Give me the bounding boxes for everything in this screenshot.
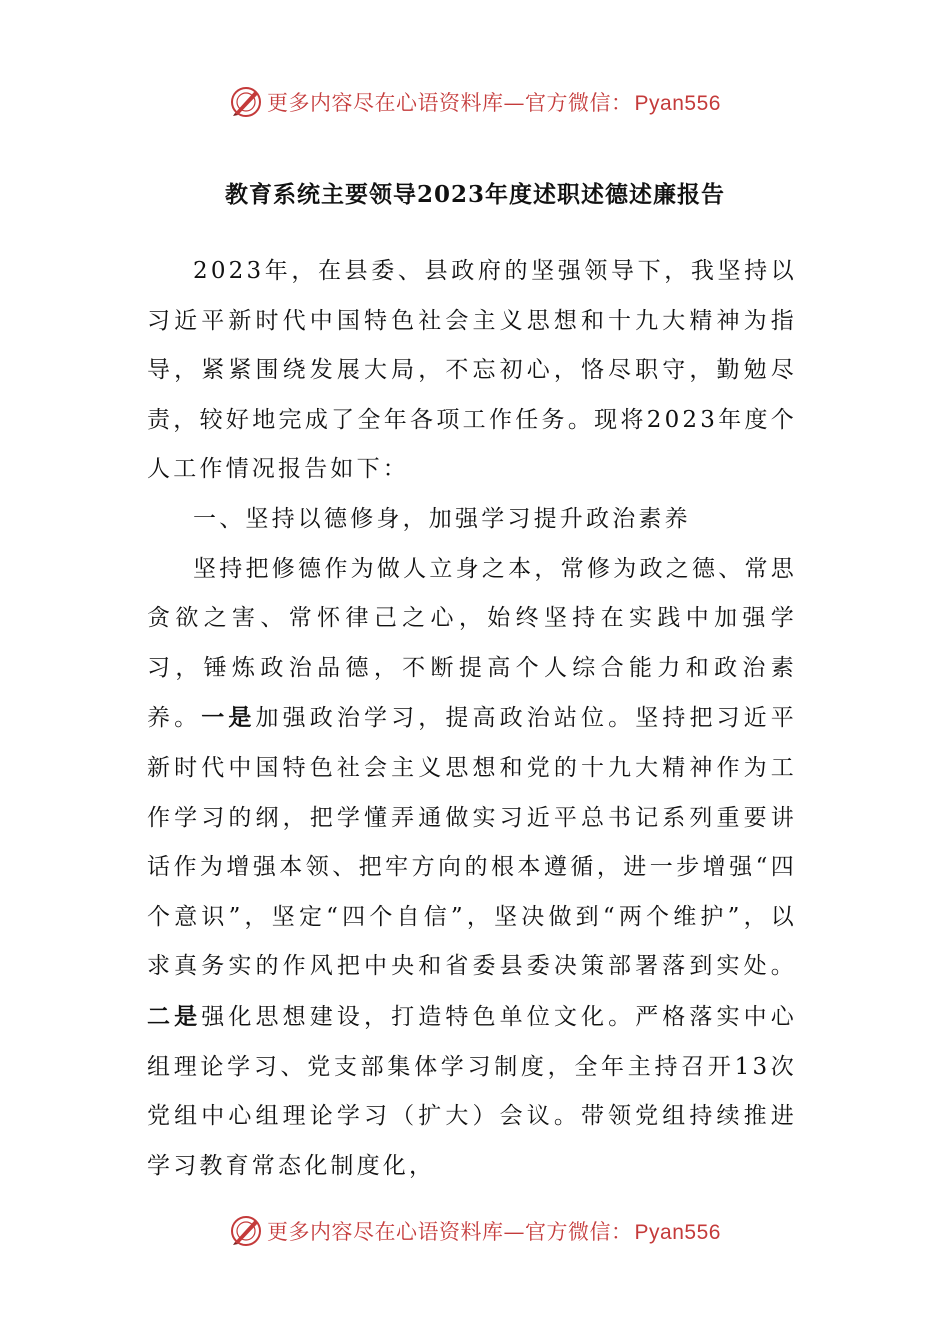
paragraph-intro: 2023年，在县委、县政府的坚强领导下，我坚持以习近平新时代中国特色社会主义思想和十九大精神为指导，紧紧围绕发展大局，不忘初心，恪尽职守，勤勉尽责，较好地完成了全年各项工作任务。现将2023年度个人工作情况报告如下： — [147, 258, 797, 483]
pen-logo-icon — [229, 85, 263, 119]
pen-logo-icon — [229, 1214, 263, 1248]
watermark-text: 更多内容尽在心语资料库—官方微信： — [267, 1220, 633, 1244]
watermark-wechat-id: Pyan556 — [634, 92, 721, 115]
watermark-wechat-id: Pyan556 — [634, 1221, 721, 1244]
point-two-text: 强化思想建设，打造特色单位文化。严格落实中心组理论学习、党支部集体学习制度，全年主持召开13次党组中心组理论学习（扩大）会议。带领党组持续推进学习教育常态化制度化， — [147, 1003, 797, 1179]
point-one-text: 加强政治学习，提高政治站位。坚持把习近平新时代中国特色社会主义思想和党的十九大精神作为工作学习的纲，把学懂弄通做实习近平总书记系列重要讲话作为增强本领、把牢方向的根本遵循，进一步增强“四个意识”，坚定“四个自信”，坚决做到“两个维护”，以求真务实的作风把中央和省委县委决策部署落到实处。 — [147, 705, 798, 980]
point-two-label: 二是 — [147, 1002, 202, 1030]
document-body — [147, 247, 797, 1191]
paragraph-section-1 — [147, 545, 797, 1192]
watermark-banner-bottom — [0, 1211, 950, 1251]
section-heading-1: 一、坚持以德修身，加强学习提升政治素养 — [193, 505, 691, 532]
paragraph-section-1-text: 坚持把修德作为做人立身之本，常修为政之德、常思贪欲之害、常怀律己之心，始终坚持在实践中加强学习，锤炼政治品德，不断提高个人综合能力和政治素养。 — [147, 555, 797, 732]
watermark-banner-top — [0, 82, 950, 122]
watermark-text: 更多内容尽在心语资料库—官方微信： — [267, 91, 633, 115]
document-title: 教育系统主要领导2023年度述职述德述廉报告 — [224, 181, 725, 208]
point-one-label: 一是 — [201, 704, 256, 732]
